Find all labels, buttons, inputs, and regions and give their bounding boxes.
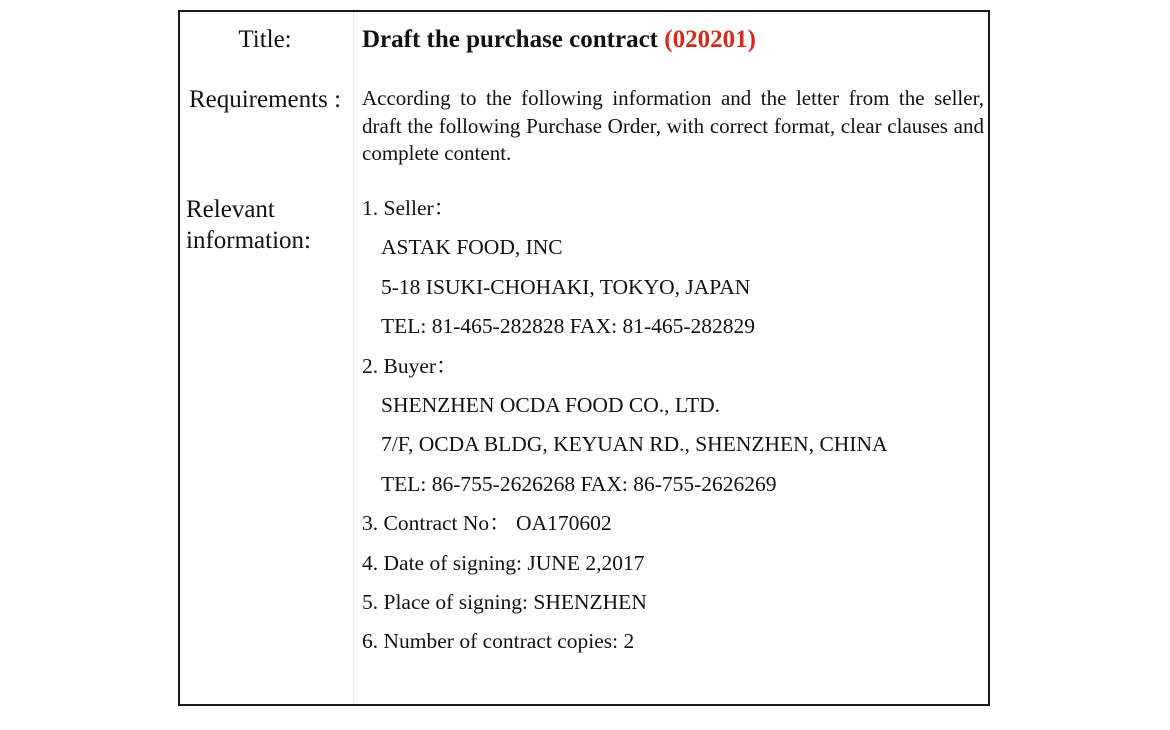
title-text: Draft the purchase contract: [362, 26, 658, 53]
requirements-label: Requirements :: [188, 86, 342, 113]
seller-heading: 1. Seller：: [362, 196, 456, 220]
relevant-information-list: [362, 193, 984, 666]
page-title: [362, 24, 756, 56]
contract-number: 3. Contract No： OA170602: [362, 511, 612, 536]
requirements-text: According to the following information and the letter from the seller, draft the following Purchase Order, with correct format, clear clauses and complete content.: [362, 86, 984, 165]
title-code: (020201): [664, 26, 756, 53]
buyer-name: SHENZHEN OCDA FOOD CO., LTD.: [381, 392, 721, 417]
buyer-heading: 2. Buyer：: [362, 353, 458, 378]
number-of-copies: 6. Number of contract copies: 2: [362, 629, 635, 654]
seller-address: 5-18 ISUKI-CHOHAKI, TOKYO, JAPAN: [381, 274, 751, 299]
column-divider: [353, 12, 354, 704]
buyer-contact: TEL: 86-755-2626268 FAX: 86-755-2626269: [381, 471, 777, 496]
seller-name: ASTAK FOOD, INC: [381, 235, 563, 260]
title-label: Title:: [238, 26, 292, 53]
date-of-signing: 4. Date of signing: JUNE 2,2017: [362, 550, 645, 575]
buyer-address: 7/F, OCDA BLDG, KEYUAN RD., SHENZHEN, CHINA: [381, 432, 888, 457]
relevant-information-label: Relevant information:: [186, 196, 311, 254]
place-of-signing: 5. Place of signing: SHENZHEN: [362, 589, 647, 614]
seller-contact: TEL: 81-465-282828 FAX: 81-465-282829: [381, 314, 756, 339]
